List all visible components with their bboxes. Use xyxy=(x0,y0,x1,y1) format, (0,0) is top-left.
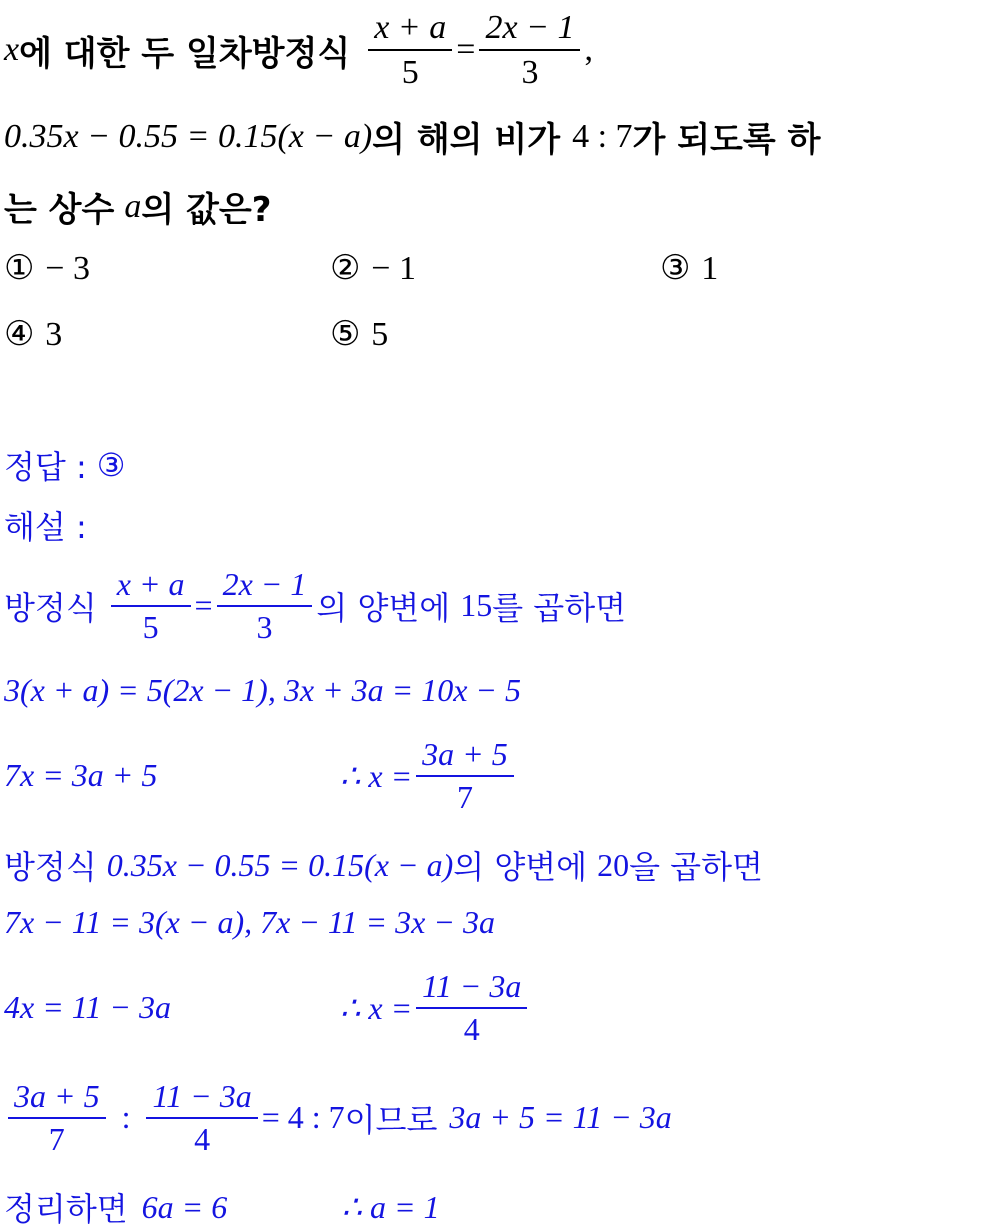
fraction-numerator: 3a + 5 xyxy=(416,736,514,777)
equals-sign: = xyxy=(194,587,213,624)
choice-4[interactable] xyxy=(4,314,62,354)
variable-a: a xyxy=(124,187,142,225)
fraction-numerator: x + a xyxy=(368,8,452,51)
question-text: 에 대한 두 일차방정식 xyxy=(19,33,351,74)
ratio: 4 : 7 xyxy=(572,117,633,155)
choice-value: 1 xyxy=(701,250,719,287)
step-text: 방정식 xyxy=(4,588,97,627)
fraction xyxy=(111,566,191,646)
equation-2: 0.35x − 0.55 = 0.15(x − a) xyxy=(4,117,373,155)
fraction-denominator: 3 xyxy=(256,608,273,645)
step-text: 의 양변에 xyxy=(453,848,588,886)
choice-5[interactable] xyxy=(330,314,388,354)
step-equation: 7x = 3a + 5 xyxy=(4,757,158,794)
fraction xyxy=(416,968,527,1048)
solution-step-3 xyxy=(4,736,518,816)
choice-marker: ⑤ xyxy=(330,314,361,354)
fraction-denominator: 7 xyxy=(48,1120,65,1157)
solution-step-2 xyxy=(4,672,521,709)
question-line-2 xyxy=(4,112,820,161)
step-text: 를 곱하면 xyxy=(492,588,627,627)
answer-label: 정답 : xyxy=(4,448,87,486)
final-answer: ∴ a = 1 xyxy=(341,1189,440,1225)
question-line-3 xyxy=(4,182,271,231)
fraction-denominator: 3 xyxy=(521,54,539,92)
variable-x: x xyxy=(4,31,20,69)
choice-1[interactable] xyxy=(4,248,90,288)
choice-value: 3 xyxy=(45,316,63,353)
solution-step-1 xyxy=(4,566,626,646)
fraction-denominator: 4 xyxy=(463,1010,480,1047)
ratio-equation: = 4 : 7 xyxy=(261,1099,345,1136)
fraction xyxy=(8,1078,106,1158)
question-line-1 xyxy=(4,8,593,92)
answer-value: ③ xyxy=(96,446,126,484)
choice-marker: ③ xyxy=(660,248,691,288)
explanation-label-line xyxy=(4,502,87,548)
fraction xyxy=(146,1078,257,1158)
step-text: 의 양변에 xyxy=(316,588,451,627)
fraction xyxy=(416,736,514,816)
choice-marker: ④ xyxy=(4,314,35,354)
step-text: 을 곱하면 xyxy=(629,848,763,886)
solution-step-4 xyxy=(4,842,763,888)
solution-step-6 xyxy=(4,968,531,1048)
step-equation: 7x − 11 = 3(x − a), 7x − 11 = 3x − 3a xyxy=(4,904,495,940)
fraction-numerator: 2x − 1 xyxy=(217,566,313,607)
step-number: 15 xyxy=(460,587,493,624)
fraction-denominator: 7 xyxy=(456,778,473,815)
step-text: 방정식 xyxy=(4,848,97,886)
step-number: 20 xyxy=(597,846,630,883)
question-text: 의 해의 비가 xyxy=(372,120,561,160)
fraction-rhs xyxy=(479,8,580,92)
fraction-numerator: x + a xyxy=(111,566,191,607)
fraction-denominator: 5 xyxy=(142,608,159,645)
fraction-numerator: 11 − 3a xyxy=(416,968,527,1009)
step-text: 이므로 xyxy=(344,1100,438,1139)
equals-sign: = xyxy=(456,31,476,69)
solution-step-5 xyxy=(4,904,495,941)
choice-value: 5 xyxy=(371,316,389,353)
question-text: 는 상수 xyxy=(4,190,115,230)
step-equation: 3(x + a) = 5(2x − 1), 3x + 3a = 10x − 5 xyxy=(4,672,521,708)
choice-value: − 3 xyxy=(45,250,90,287)
comma: , xyxy=(584,31,593,69)
choice-3[interactable] xyxy=(660,248,718,288)
fraction-numerator: 11 − 3a xyxy=(146,1078,257,1119)
question-text: 가 되도록 하 xyxy=(632,120,821,160)
step-equation: 6a = 6 xyxy=(141,1188,228,1225)
ratio-colon: : xyxy=(121,1099,131,1136)
fraction-denominator: 4 xyxy=(194,1120,211,1157)
choice-2[interactable] xyxy=(330,248,416,288)
solution-step-7 xyxy=(4,1078,672,1158)
step-equation: 4x = 11 − 3a xyxy=(4,989,172,1026)
fraction-numerator: 3a + 5 xyxy=(8,1078,106,1119)
step-equation: 0.35x − 0.55 = 0.15(x − a) xyxy=(106,846,454,883)
fraction-numerator: 2x − 1 xyxy=(479,8,580,51)
solution-step-8 xyxy=(4,1184,440,1230)
therefore-expression: ∴ x = xyxy=(340,989,413,1026)
therefore-expression: ∴ x = xyxy=(340,757,413,794)
step-text: 정리하면 xyxy=(4,1190,128,1228)
choice-value: − 1 xyxy=(371,250,416,287)
answer-line xyxy=(4,442,125,488)
explanation-label: 해설 : xyxy=(4,508,87,546)
choice-marker: ① xyxy=(4,248,35,288)
choice-marker: ② xyxy=(330,248,361,288)
fraction-lhs xyxy=(368,8,452,92)
step-equation: 3a + 5 = 11 − 3a xyxy=(449,1099,672,1136)
fraction xyxy=(217,566,313,646)
fraction-denominator: 5 xyxy=(401,54,419,92)
question-text: 의 값은? xyxy=(141,190,272,230)
